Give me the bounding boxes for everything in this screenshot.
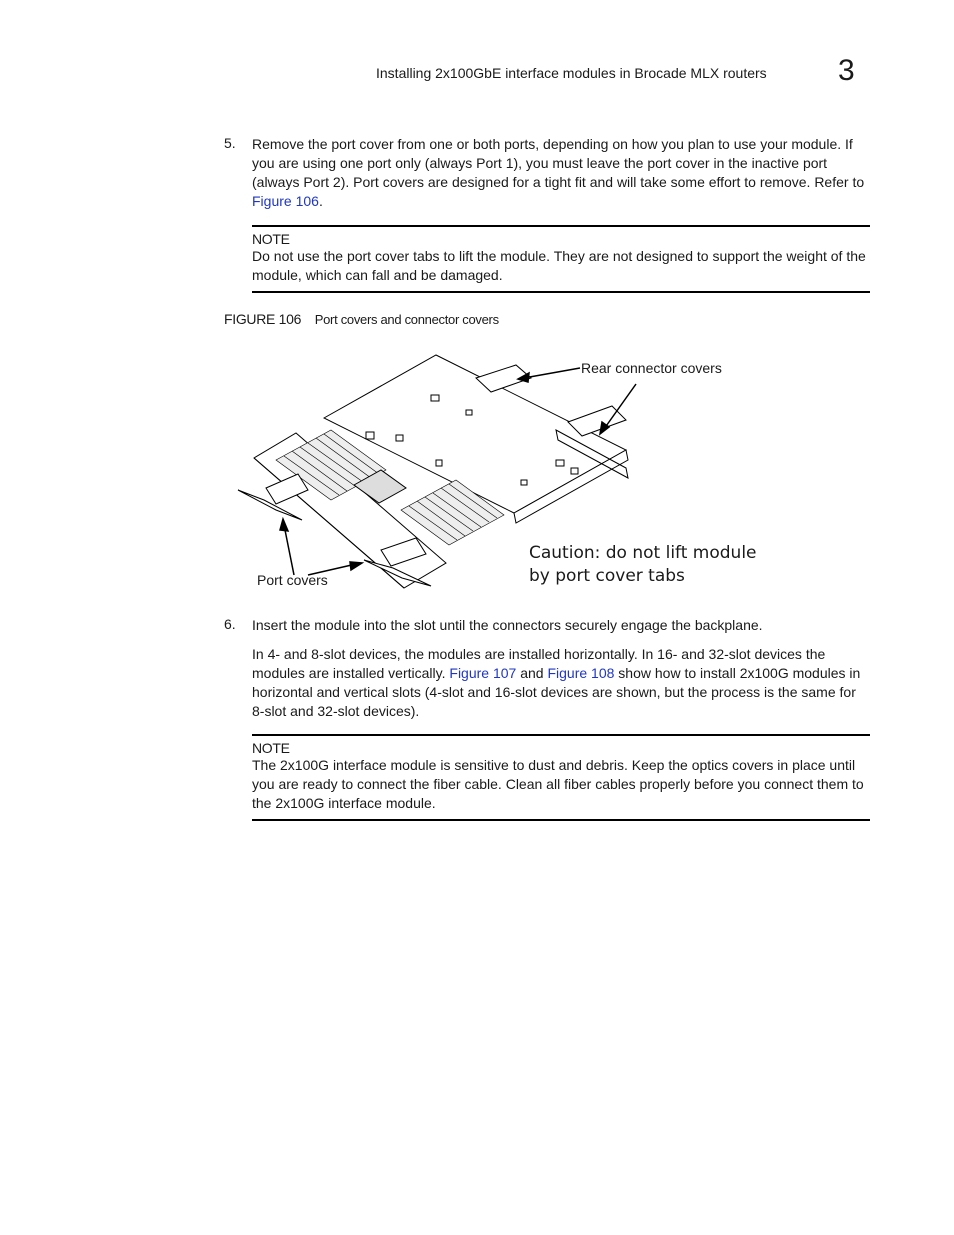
rear-connector-covers-callout: Rear connector covers xyxy=(581,360,722,376)
note-2-body: The 2x100G interface module is sensitive to dust and debris. Keep the optics covers in place until you are ready to connect the fiber cable. Clean all fiber cables properly before you connect them to the 2x100G interface module. xyxy=(252,757,864,811)
figure-label: FIGURE 106 xyxy=(224,311,302,327)
figure-title: Port covers and connector covers xyxy=(314,312,499,327)
figure-108-link[interactable]: Figure 108 xyxy=(547,665,615,681)
step-6-detail-and: and xyxy=(516,665,548,681)
step-5-number: 5. xyxy=(224,135,236,151)
caution-line-1: Caution: do not lift module xyxy=(529,543,757,563)
step-6-number: 6. xyxy=(224,616,236,632)
caution-callout xyxy=(529,542,757,588)
step-6-detail xyxy=(252,645,872,721)
figure-106-link[interactable]: Figure 106 xyxy=(252,193,319,209)
step-5-text xyxy=(252,135,872,211)
step-5-text-end: . xyxy=(318,193,323,209)
figure-caption xyxy=(224,311,499,327)
note-2-heading: NOTE xyxy=(252,740,290,756)
port-covers-callout: Port covers xyxy=(257,572,328,588)
note-box-1 xyxy=(252,225,870,293)
step-6-detail-a: In 4- and 8-slot devices, the modules are installed horizontally. In 16- and 32-slot devices the modules are installed vertically. xyxy=(252,646,826,681)
note-1-body: Do not use the port cover tabs to lift the module. They are not designed to support the weight of the module, which can fall and be damaged. xyxy=(252,248,866,283)
figure-107-link[interactable]: Figure 107 xyxy=(449,665,517,681)
note-box-2 xyxy=(252,734,870,821)
header-title: Installing 2x100GbE interface modules in Brocade MLX routers xyxy=(376,65,767,81)
step-5-text-main: Remove the port cover from one or both ports, depending on how you plan to use your module. If you are using one port only (always Port 1), you must leave the port cover in the inactive port (always Port 2). Port covers are designed for a tight fit and will take some effort to remove. Refer to xyxy=(252,136,865,190)
note-1-heading: NOTE xyxy=(252,231,290,247)
chapter-number: 3 xyxy=(838,54,855,87)
step-6-detail-b: show how to install 2x100G modules in horizontal and vertical slots (4-slot and 16-slot devices are shown, but the process is the same for 8-slot and 32-slot devices). xyxy=(252,665,861,719)
step-6-text: Insert the module into the slot until the connectors securely engage the backplane. xyxy=(252,617,763,633)
caution-line-2: by port cover tabs xyxy=(529,566,685,586)
